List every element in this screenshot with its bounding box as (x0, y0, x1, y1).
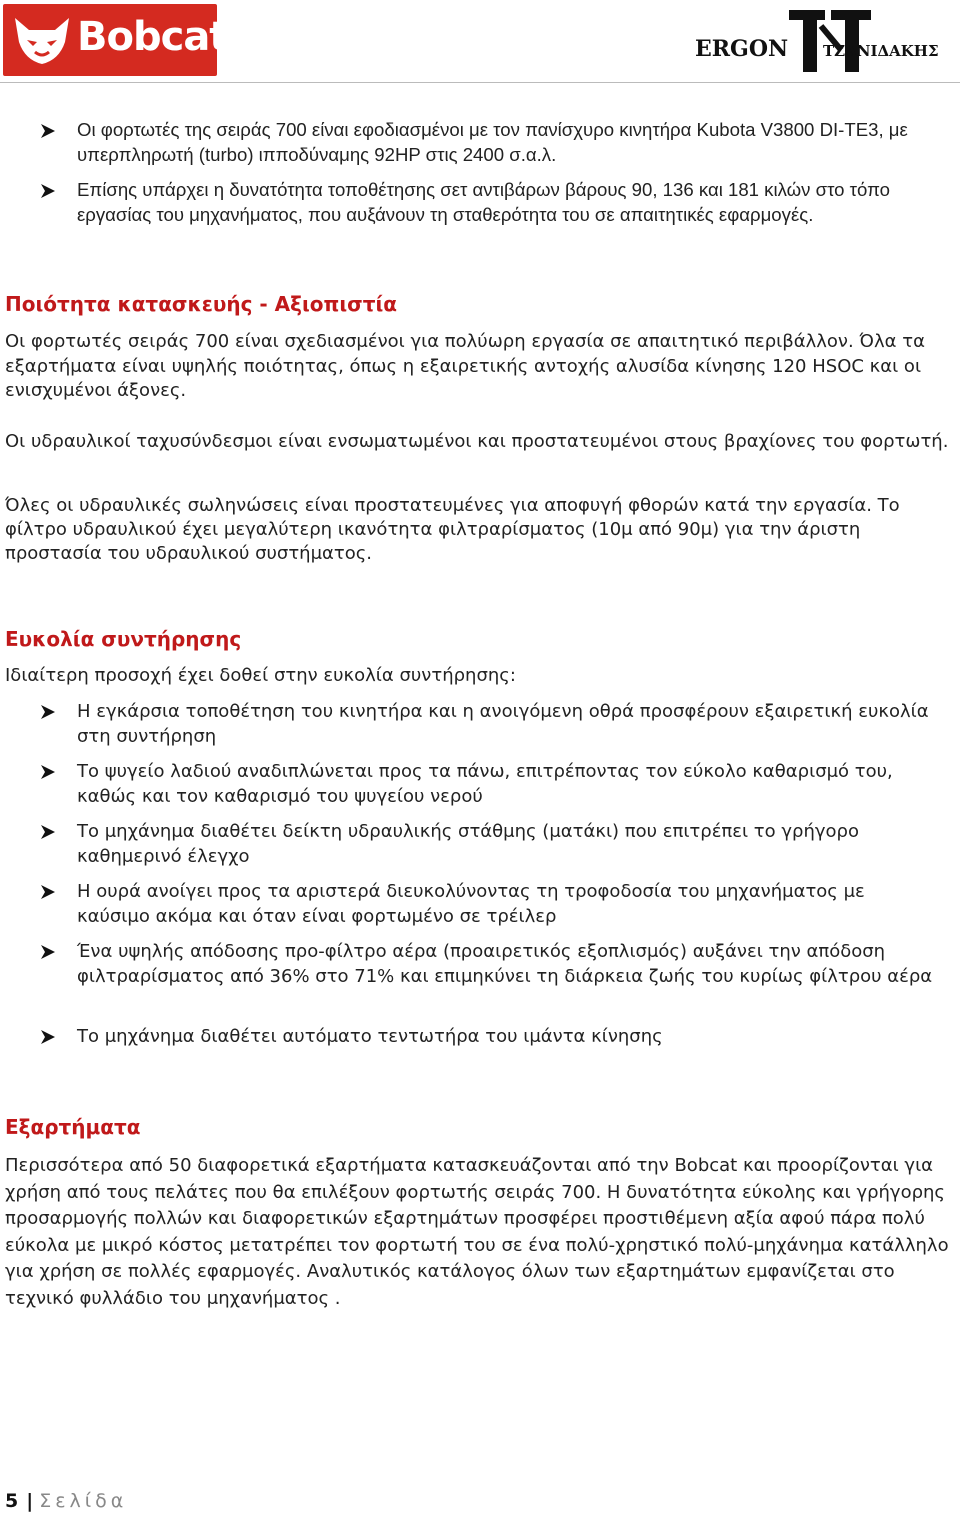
quality-paragraph-2: Οι υδραυλικοί ταχυσύνδεσμοι είναι ενσωματωμένοι και προστατευμένοι στους βραχίονες του φορτωτή. (5, 431, 949, 452)
ergon-emblem-icon (785, 6, 875, 76)
maintenance-item-text: Το μηχάνημα διαθέτει δείκτη υδραυλικής στάθμης (ματάκι) που επιτρέπει το γρήγορο καθημερινό έλεγχο (77, 821, 859, 867)
intro-bullet-text: Οι φορτωτές της σειράς 700 είναι εφοδιασμένοι με τον πανίσχυρο κινητήρα Kubota V3800 DI-TE3, με υπερπληρωτή (turbo) ιπποδύναμης 92HP στις 2400 σ.α.λ. (77, 119, 908, 165)
arrowhead-bullet-icon (40, 1028, 56, 1053)
arrowhead-bullet-icon (40, 121, 56, 146)
arrowhead-bullet-icon (40, 181, 56, 206)
maintenance-item-text: Ένα υψηλής απόδοσης προ-φίλτρο αέρα (προαιρετικός εξοπλισμός) αυξάνει την απόδοση φιλτραρίσματος από 36% στο 71% και επιμηκύνει τη διάρκεια ζωής του κυρίως φίλτρου αέρα (77, 941, 933, 987)
page-number: 5 (5, 1490, 19, 1512)
arrowhead-bullet-icon (40, 823, 56, 848)
list-item (40, 880, 940, 929)
maintenance-item-text: Η ουρά ανοίγει προς τα αριστερά διευκολύνοντας τη τροφοδοσία του μηχανήματος με καύσιμο ακόμα και όταν είναι φορτωμένο σε τρέιλερ (77, 881, 865, 927)
footer-separator: | (26, 1490, 34, 1512)
ergon-logo (695, 6, 955, 76)
arrowhead-bullet-icon (40, 763, 56, 788)
bobcat-brand-text: Bobcat (77, 14, 228, 60)
attachments-heading: Εξαρτήματα (5, 1115, 141, 1139)
maintenance-item-text: Το ψυγείο λαδιού αναδιπλώνεται προς τα πάνω, επιτρέποντας τον εύκολο καθαρισμό του, καθώς και τον καθαρισμό του ψυγείου νερού (77, 761, 893, 807)
maintenance-item-text: Η εγκάρσια τοποθέτηση του κινητήρα και η ανοιγόμενη οθρά προσφέρουν εξαιρετική ευκολία στη συντήρηση (77, 701, 929, 747)
maintenance-intro: Ιδιαίτερη προσοχή έχει δοθεί στην ευκολία συντήρησης: (5, 665, 516, 686)
quality-paragraph-3: Όλες οι υδραυλικές σωληνώσεις είναι προστατευμένες για αποφυγή φθορών κατά την εργασία. Το φίλτρο υδραυλικού έχει μεγαλύτερη ικανότητα φιλτραρίσματος (10μ από 90μ) για την άριστη προστασία του υδραυλικού συστήματος. (5, 495, 900, 564)
ergon-sub-text: ΤΖΑΝΙΔΑΚΗΣ (823, 42, 939, 60)
list-item (40, 178, 940, 227)
quality-paragraph-1: Οι φορτωτές σειράς 700 είναι σχεδιασμένοι για πολύωρη εργασία σε απαιτητικό περιβάλλον. Όλα τα εξαρτήματα είναι υψηλής ποιότητας, όπως η εξαιρετικής αντοχής αλυσίδα κίνησης 120 HSOC και οι ενισχυμένοι άξονες. (5, 331, 925, 401)
page-header (0, 0, 960, 95)
arrowhead-bullet-icon (40, 703, 56, 728)
arrowhead-bullet-icon (40, 943, 56, 968)
arrowhead-bullet-icon (40, 883, 56, 908)
bobcat-logo (3, 4, 228, 76)
header-divider (0, 82, 960, 83)
list-item (40, 820, 940, 869)
list-item (40, 118, 940, 167)
intro-bullet-text: Επίσης υπάρχει η δυνατότητα τοποθέτησης σετ αντιβάρων βάρους 90, 136 και 181 κιλών στο τόπο εργασίας του μηχανήματος, που αυξάνουν τη σταθερότητα του σε απαιτητικές εφαρμογές. (77, 179, 890, 225)
list-item (40, 760, 940, 809)
bobcat-head-icon (9, 12, 75, 68)
attachments-paragraph: Περισσότερα από 50 διαφορετικά εξαρτήματα κατασκευάζονται από την Bobcat και προορίζονται για χρήση από τους πελάτες που θα επιλέξουν φορτωτής σειράς 700. Η δυνατότητα εύκολης και γρήγορης προσαρμογής πολλών και διαφορετικών εξαρτημάτων προσφέρει προστιθέμενη αξία αφού πάρα πολύ εύκολα με μικρό κόστος μετατρέπει τον φορτωτή του σε ένα πολύ-χρηστικό πολύ-μηχάνημα κατάλληλο για χρήση σε πολλές εφαρμογές. Αναλυτικός κατάλογος όλων των εξαρτημάτων εμφανίζεται στο τεχνικό φυλλάδιο του μηχανήματος . (5, 1155, 949, 1309)
list-item (40, 1025, 940, 1050)
ergon-brand-text: ERGON (695, 36, 789, 62)
maintenance-heading: Ευκολία συντήρησης (5, 627, 242, 651)
page-label: Σελίδα (39, 1490, 128, 1512)
list-item (40, 940, 940, 989)
maintenance-item-text: Το μηχάνημα διαθέτει αυτόματο τεντωτήρα του ιμάντα κίνησης (77, 1026, 663, 1047)
quality-heading: Ποιότητα κατασκευής - Αξιοπιστία (5, 292, 397, 316)
list-item (40, 700, 940, 749)
page-footer (5, 1490, 127, 1512)
